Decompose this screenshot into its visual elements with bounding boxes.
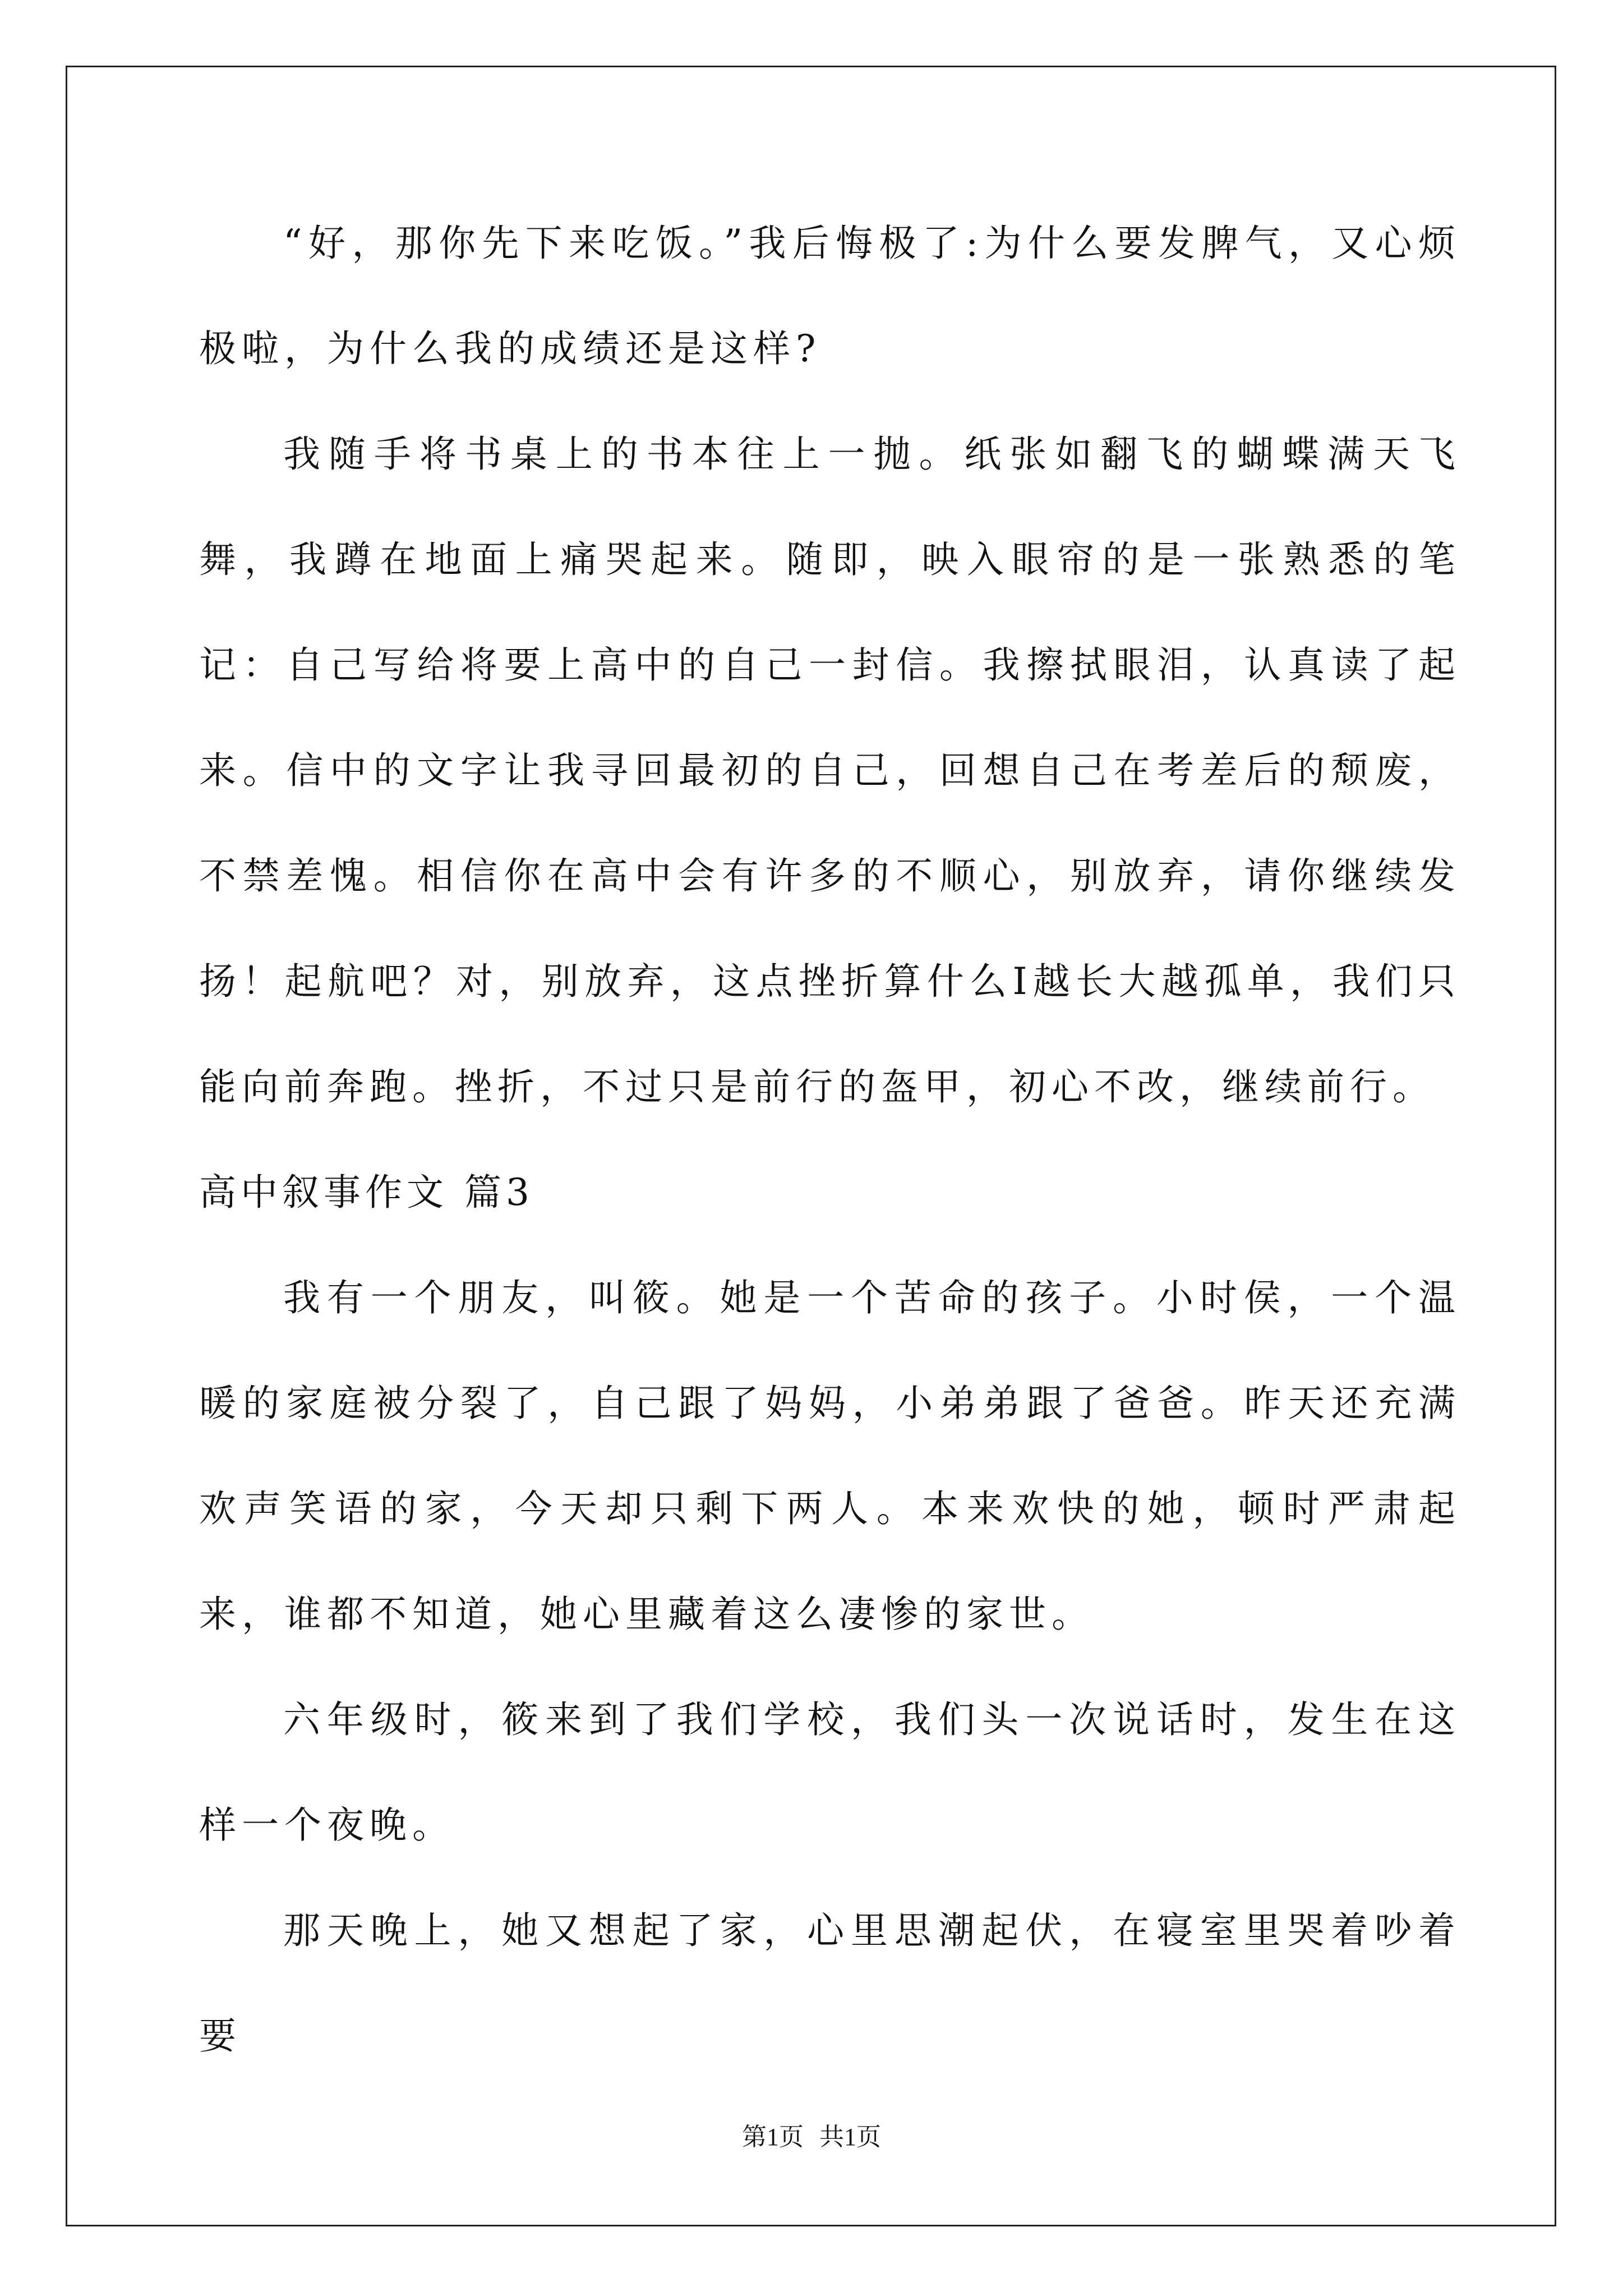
paragraph-1: “好，那你先下来吃饭。”我后悔极了:为什么要发脾气，又心烦极啦，为什么我的成绩还是这样?: [199, 222, 1461, 370]
page-total: 共1页: [819, 2123, 881, 2151]
page-footer: [0, 2120, 1623, 2154]
paragraph-5: 那天晚上，她又想起了家，心里思潮起伏，在寝室里哭着吵着要: [199, 1909, 1461, 2058]
page-number: 第1页: [742, 2123, 804, 2151]
section-heading: 高中叙事作文 篇3: [199, 1171, 534, 1214]
paragraph-2: 我随手将书桌上的书本往上一抛。纸张如翻飞的蝴蝶满天飞舞，我蹲在地面上痛哭起来。随即，映入眼帘的是一张熟悉的笔记：自己写给将要上高中的自己一封信。我擦拭眼泪，认真读了起来。信中的文字让我寻回最初的自己，回想自己在考差后的颓废，不禁差愧。相信你在高中会有许多的不顺心，别放弃，请你继续发扬！起航吧？对，别放弃，这点挫折算什么I越长大越孤单，我们只能向前奔跑。挫折，不过只是前行的盔甲，初心不改，继续前行。: [199, 432, 1461, 1108]
document-body: [199, 191, 1461, 2089]
paragraph-4: 六年级时，筱来到了我们学校，我们头一次说话时，发生在这样一个夜晚。: [199, 1698, 1461, 1847]
paragraph-3: 我有一个朋友，叫筱。她是一个苦命的孩子。小时侯，一个温暖的家庭被分裂了，自己跟了妈妈，小弟弟跟了爸爸。昨天还充满欢声笑语的家，今天却只剩下两人。本来欢快的她，顿时严肃起来，谁都不知道，她心里藏着这么凄惨的家世。: [199, 1276, 1461, 1636]
